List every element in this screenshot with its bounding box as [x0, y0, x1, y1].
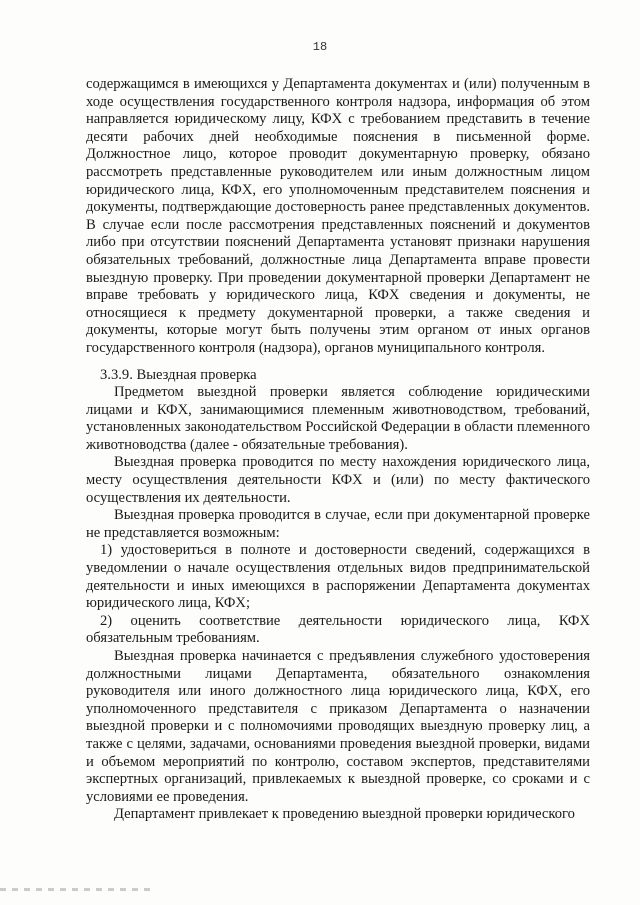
- paragraph-continuation: содержащимся в имеющихся у Департамента документах и (или) полученным в ходе осуществления государственного контроля надзора, информация об этом направляется юридическому лицу, КФХ с требованием представить в течение десяти рабочих дней необходимые пояснения в письменной форме. Должностное лицо, которое проводит документарную проверку, обязано рассмотреть представленные руководителем или иным должностным лицом юридического лица, КФХ, его уполномоченным представителем пояснения и документы, подтверждающие достоверность ранее представленных документов. В случае если после рассмотрения представленных пояснений и документов либо при отсутствии пояснений Департамента установят признаки нарушения обязательных требований, должностные лица Департамента вправе провести выездную проверку. При проведении документарной проверки Департамент не вправе требовать у юридического лица, КФХ сведения и документы, не относящиеся к предмету документарной проверки, а также сведения и документы, которые могут быть получены этим органом от иных органов государственного контроля (надзора), органов муниципального контроля.: [86, 76, 590, 356]
- paragraph: Выездная проверка начинается с предъявления служебного удостоверения должностными лицами Департамента, обязательного ознакомления руководителя или иного должностного лица юридического лица, КФХ, его уполномоченного представителя с приказом Департамента о назначении выездной проверки и с полномочиями проводящих выездную проверку лиц, а также с целями, задачами, основаниями проведения выездной проверки, видами и объемом мероприятий по контролю, составом экспертов, представителями экспертных организаций, привлекаемых к выездной проверке, со сроками и с условиями ее проведения.: [86, 648, 590, 805]
- paragraph: Предметом выездной проверки является соблюдение юридическими лицами и КФХ, занимающимися племенным животноводством, требований, установленных законодательством Российской Федерации в области племенного животноводства (далее - обязательные требования).: [86, 384, 590, 453]
- paragraph: Выездная проверка проводится по месту нахождения юридического лица, месту осуществления деятельности КФХ и (или) по месту фактического осуществления их деятельности.: [86, 454, 590, 506]
- document-body: [86, 76, 590, 824]
- list-item: 1) удостовериться в полноте и достоверности сведений, содержащихся в уведомлении о начале осуществления отдельных видов предпринимательской деятельности и иных имеющихся в распоряжении Департамента документах юридического лица, КФХ;: [86, 542, 590, 612]
- page-number: 18: [312, 40, 328, 54]
- paragraph: Департамент привлекает к проведению выездной проверки юридического: [114, 806, 575, 823]
- paragraph: Выездная проверка проводится в случае, если при документарной проверке не представляется возможным:: [86, 507, 590, 541]
- scan-artifact: [0, 888, 150, 891]
- section-heading: 3.3.9. Выездная проверка: [100, 366, 257, 383]
- list-item: 2) оценить соответствие деятельности юридического лица, КФХ обязательным требованиям.: [86, 612, 590, 647]
